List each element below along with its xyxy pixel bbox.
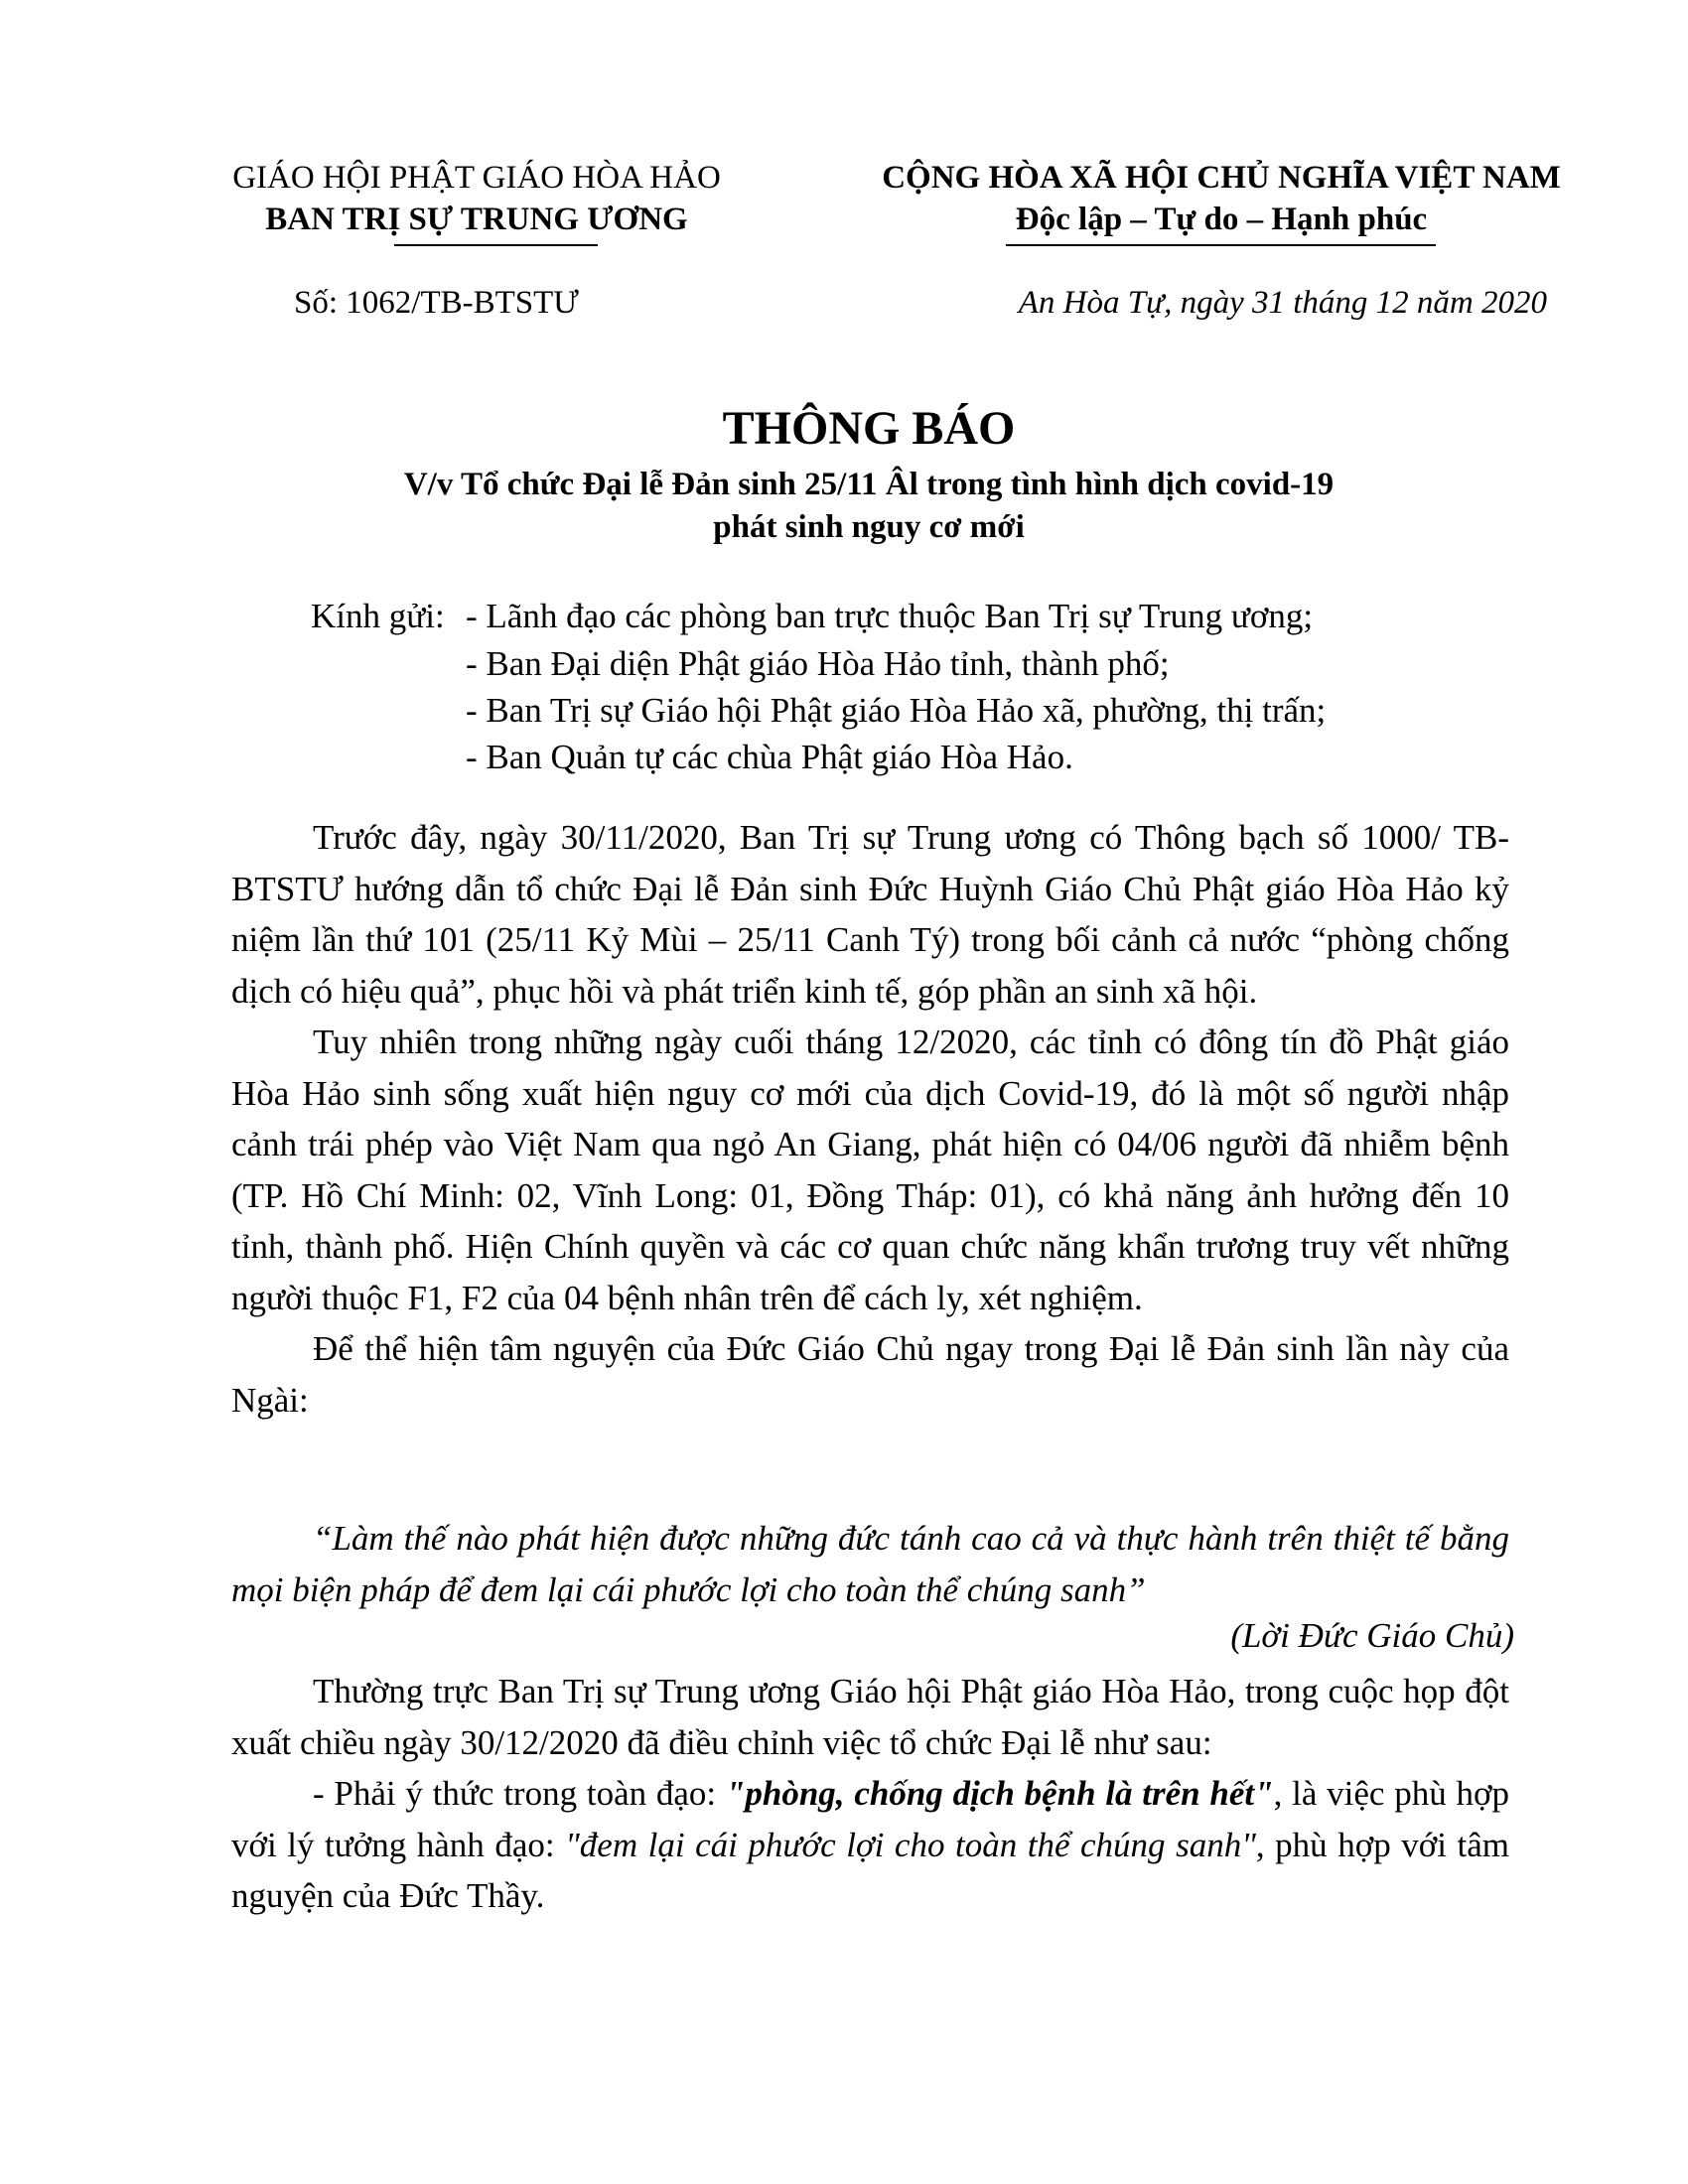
document-subtitle-line1: V/v Tổ chức Đại lễ Đản sinh 25/11 Âl trong tình hình dịch covid-19 — [403, 467, 1335, 502]
emphasis-text: "đem lại cái phước lợi cho toàn thể chúng sanh" — [565, 1825, 1256, 1864]
recipient-item: - Lãnh đạo các phòng ban trực thuộc Ban Trị sự Trung ương; — [466, 597, 1314, 635]
body-section-1 — [231, 812, 1509, 1426]
paragraph: Tuy nhiên trong những ngày cuối tháng 12/2020, các tỉnh có đông tín đồ Phật giáo Hòa Hảo sinh sống xuất hiện nguy cơ mới của dịch Covid-19, đó là một số người nhập cảnh trái phép vào Việt Nam qua ngỏ An Giang, phát hiện có 04/06 người đã nhiễm bệnh (TP. Hồ Chí Minh: 02, Vĩnh Long: 01, Đồng Tháp: 01), có khả năng ảnh hưởng đến 10 tỉnh, thành phố. Hiện Chính quyền và các cơ quan chức năng khẩn trương truy vết những người thuộc F1, F2 của 04 bệnh nhân trên để cách ly, xét nghiệm. — [231, 1023, 1509, 1317]
recipient-item: - Ban Quản tự các chùa Phật giáo Hòa Hảo. — [466, 738, 1073, 776]
recipient-item: - Ban Trị sự Giáo hội Phật giáo Hòa Hảo xã, phường, thị trấn; — [466, 691, 1327, 730]
document-subtitle-line2: phát sinh nguy cơ mới — [713, 509, 1025, 545]
document-number: Số: 1062/TB-BTSTƯ — [294, 285, 579, 321]
org-name: GIÁO HỘI PHẬT GIÁO HÒA HẢO — [232, 160, 721, 196]
quotation-attribution: (Lời Đức Giáo Chủ) — [1230, 1616, 1514, 1655]
paragraph: Để thể hiện tâm nguyện của Đức Giáo Chủ ngay trong Đại lễ Đản sinh lần này của Ngài: — [231, 1329, 1509, 1420]
emphasis-text: "phòng, chống dịch bệnh là trên hết" — [725, 1774, 1274, 1813]
bullet-tail: , phù hợp với tâm nguyện của Đức Thầy. — [231, 1825, 1510, 1915]
quotation: “Làm thế nào phát hiện được những đức tánh cao cả và thực hành trên thiệt tế bằng mọi biện pháp để đem lại cái phước lợi cho toàn thể chúng sanh” — [231, 1519, 1509, 1609]
bullet-lead: - Phải ý thức trong toàn đạo: — [313, 1774, 726, 1813]
recipient-item: - Ban Đại diện Phật giáo Hòa Hảo tỉnh, thành phố; — [466, 644, 1170, 683]
org-underline — [394, 244, 598, 246]
place-date: An Hòa Tự, ngày 31 tháng 12 năm 2020 — [1018, 285, 1547, 321]
motto-underline — [1006, 244, 1436, 246]
paragraph: Trước đây, ngày 30/11/2020, Ban Trị sự Trung ương có Thông bạch số 1000/ TB-BTSTƯ hướng dẫn tổ chức Đại lễ Đản sinh Đức Huỳnh Giáo Chủ Phật giáo Hòa Hảo kỷ niệm lần thứ 101 (25/11 Kỷ Mùi – 25/11 Canh Tý) trong bối cảnh cả nước “phòng chống dịch có hiệu quả”, phục hồi và phát triển kinh tế, góp phần an sinh xã hội. — [231, 818, 1509, 1011]
nation-name: CỘNG HÒA XÃ HỘI CHỦ NGHĨA VIỆT NAM — [882, 160, 1561, 196]
document-title: THÔNG BÁO — [722, 402, 1016, 455]
recipients-label: Kính gửi: — [311, 597, 445, 635]
bullet-mid: , là việc phù hợp với lý tưởng hành đạo: — [231, 1774, 1509, 1864]
bullet-paragraph — [231, 1768, 1509, 1922]
body-section-2 — [231, 1666, 1509, 1922]
nation-motto: Độc lập – Tự do – Hạnh phúc — [1015, 202, 1428, 237]
org-department: BAN TRỊ SỰ TRUNG ƯƠNG — [265, 202, 688, 237]
paragraph: Thường trực Ban Trị sự Trung ương Giáo hội Phật giáo Hòa Hảo, trong cuộc họp đột xuất chiều ngày 30/12/2020 đã điều chỉnh việc tổ chức Đại lễ như sau: — [231, 1672, 1509, 1762]
